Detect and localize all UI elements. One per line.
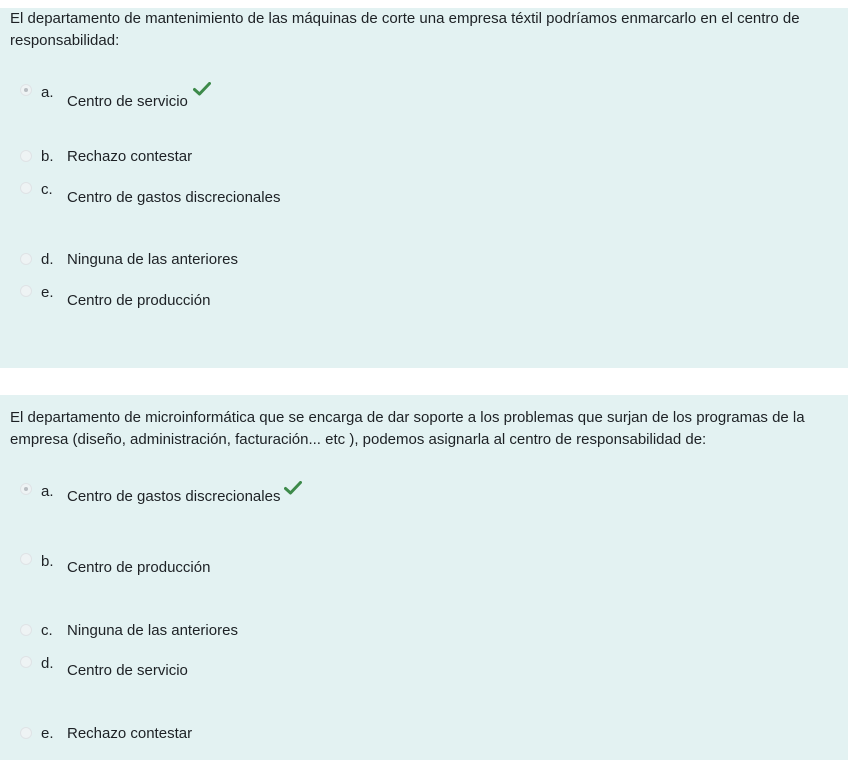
question-2-text: El departamento de microinformática que se encarga de dar soporte a los problemas que surjan de los programas de la empresa (diseño, administración, facturación... etc ), podemos asignarla al centro de responsabilidad de: xyxy=(10,409,805,448)
option-label: Centro de producción xyxy=(67,292,211,309)
option-label: Ninguna de las anteriores xyxy=(67,622,238,639)
check-icon xyxy=(193,82,211,96)
radio-button[interactable] xyxy=(20,624,32,636)
question-2-option-b[interactable] xyxy=(0,553,848,577)
option-label: Centro de servicio xyxy=(67,93,188,110)
question-1-option-c[interactable] xyxy=(0,181,848,205)
radio-button[interactable] xyxy=(20,656,32,668)
radio-button[interactable] xyxy=(20,84,32,96)
radio-button[interactable] xyxy=(20,285,32,297)
question-2-option-e[interactable] xyxy=(0,725,848,749)
option-letter: d. xyxy=(41,251,54,268)
option-letter: b. xyxy=(41,148,54,165)
question-1-option-b[interactable] xyxy=(0,148,848,172)
option-label: Rechazo contestar xyxy=(67,725,193,742)
option-letter: c. xyxy=(41,622,53,639)
option-letter: a. xyxy=(41,483,54,500)
option-letter: d. xyxy=(41,655,54,672)
option-label: Centro de servicio xyxy=(67,662,188,679)
question-1-option-d[interactable] xyxy=(0,251,848,275)
radio-button[interactable] xyxy=(20,253,32,265)
option-letter: e. xyxy=(41,284,54,301)
radio-button[interactable] xyxy=(20,727,32,739)
option-label: Ninguna de las anteriores xyxy=(67,251,238,268)
option-label: Centro de gastos discrecionales xyxy=(67,189,281,206)
radio-button[interactable] xyxy=(20,182,32,194)
question-2-panel xyxy=(0,395,848,760)
question-2-option-d[interactable] xyxy=(0,655,848,679)
question-1-panel xyxy=(0,8,848,368)
question-1-text: El departamento de mantenimiento de las máquinas de corte una empresa téxtil podríamos enmarcarlo en el centro de responsabilidad: xyxy=(10,10,800,49)
radio-button[interactable] xyxy=(20,483,32,495)
option-label: Rechazo contestar xyxy=(67,148,193,165)
radio-button[interactable] xyxy=(20,150,32,162)
option-letter: a. xyxy=(41,84,54,101)
option-letter: b. xyxy=(41,553,54,570)
check-icon xyxy=(284,481,302,495)
option-label: Centro de gastos discrecionales xyxy=(67,488,281,505)
question-1-option-a[interactable] xyxy=(0,84,848,108)
question-2-option-a[interactable] xyxy=(0,483,848,507)
question-2-option-c[interactable] xyxy=(0,622,848,646)
option-letter: c. xyxy=(41,181,53,198)
option-label: Centro de producción xyxy=(67,559,211,576)
option-letter: e. xyxy=(41,725,54,742)
question-1-option-e[interactable] xyxy=(0,284,848,308)
radio-button[interactable] xyxy=(20,553,32,565)
